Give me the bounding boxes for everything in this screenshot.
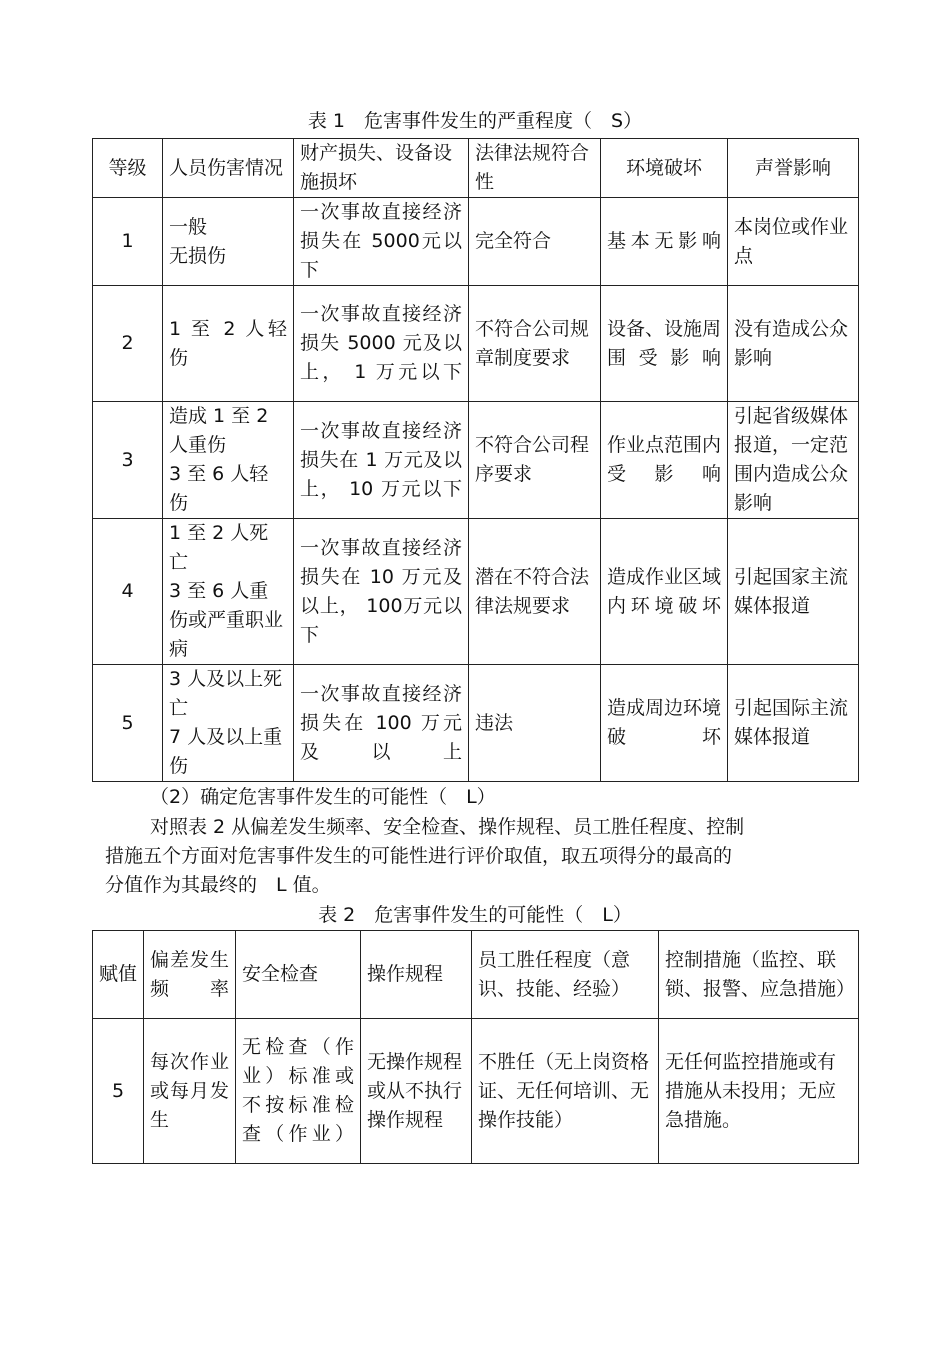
cell-reputation: 引起国家主流媒体报道 bbox=[728, 519, 859, 665]
header-reputation: 声誉影响 bbox=[728, 139, 859, 198]
cell-property-loss: 一次事故直接经济损失在 10 万元及以上， 100万元以下 bbox=[294, 519, 469, 665]
cell-operating-procedure: 无操作规程或从不执行操作规程 bbox=[361, 1019, 472, 1164]
cell-legal-compliance: 不符合公司程序要求 bbox=[469, 402, 601, 519]
cell-property-loss: 一次事故直接经济损失在 100 万元及以上 bbox=[294, 665, 469, 782]
header-injury: 人员伤害情况 bbox=[163, 139, 294, 198]
paragraph-line: 对照表 2 从偏差发生频率、安全检查、操作规程、员工胜任程度、控制 bbox=[150, 816, 745, 838]
cell-injury: 一般 无损伤 bbox=[163, 198, 294, 286]
header-level: 等级 bbox=[93, 139, 163, 198]
cell-level: 4 bbox=[93, 519, 163, 665]
cell-level: 5 bbox=[93, 665, 163, 782]
cell-reputation: 引起国际主流媒体报道 bbox=[728, 665, 859, 782]
header-staff-competence: 员工胜任程度（意识、技能、经验） bbox=[472, 931, 659, 1019]
table-header-row bbox=[93, 931, 859, 1019]
cell-legal-compliance: 违法 bbox=[469, 665, 601, 782]
cell-legal-compliance: 不符合公司规章制度要求 bbox=[469, 286, 601, 402]
header-deviation-frequency: 偏差发生频率 bbox=[144, 931, 236, 1019]
cell-environment: 造成周边环境破坏 bbox=[601, 665, 728, 782]
header-control-measures: 控制措施（监控、联锁、报警、应急措施） bbox=[659, 931, 859, 1019]
cell-legal-compliance: 完全符合 bbox=[469, 198, 601, 286]
table-row bbox=[93, 402, 859, 519]
header-environment: 环境破坏 bbox=[601, 139, 728, 198]
cell-injury: 1 至 2 人轻伤 bbox=[163, 286, 294, 402]
cell-level: 2 bbox=[93, 286, 163, 402]
header-score: 赋值 bbox=[93, 931, 144, 1019]
table-row bbox=[93, 286, 859, 402]
cell-injury: 3 人及以上死亡 7 人及以上重伤 bbox=[163, 665, 294, 782]
likelihood-table bbox=[92, 930, 859, 1164]
header-legal-compliance: 法律法规符合性 bbox=[469, 139, 601, 198]
cell-level: 1 bbox=[93, 198, 163, 286]
cell-environment: 造成作业区域内环境破坏 bbox=[601, 519, 728, 665]
cell-property-loss: 一次事故直接经济损失 5000 元及以上， 1 万元以下 bbox=[294, 286, 469, 402]
cell-reputation: 本岗位或作业点 bbox=[728, 198, 859, 286]
cell-staff-competence: 不胜任（无上岗资格证、无任何培训、无操作技能） bbox=[472, 1019, 659, 1164]
table-header-row bbox=[93, 139, 859, 198]
cell-environment: 基本无影响 bbox=[601, 198, 728, 286]
cell-injury: 造成 1 至 2人重伤 3 至 6 人轻伤 bbox=[163, 402, 294, 519]
table-row bbox=[93, 198, 859, 286]
paragraph-line: 措施五个方面对危害事件发生的可能性进行评价取值，取五项得分的最高的 bbox=[105, 845, 733, 867]
header-property-loss: 财产损失、设备设施损坏 bbox=[294, 139, 469, 198]
cell-injury: 1 至 2 人死亡 3 至 6 人重伤或严重职业病 bbox=[163, 519, 294, 665]
header-operating-procedure: 操作规程 bbox=[361, 931, 472, 1019]
cell-legal-compliance: 潜在不符合法律法规要求 bbox=[469, 519, 601, 665]
cell-property-loss: 一次事故直接经济损失在 1 万元及以上， 10 万元以下 bbox=[294, 402, 469, 519]
cell-property-loss: 一次事故直接经济损失在 5000元以下 bbox=[294, 198, 469, 286]
cell-safety-inspection: 无检查（作业）标准或不按标准检查（作业） bbox=[236, 1019, 361, 1164]
table-row bbox=[93, 519, 859, 665]
section-heading: （2）确定危害事件发生的可能性（ L） bbox=[150, 786, 496, 808]
cell-reputation: 没有造成公众影响 bbox=[728, 286, 859, 402]
cell-score: 5 bbox=[93, 1019, 144, 1164]
table1-caption: 表 1 危害事件发生的严重程度（ S） bbox=[307, 110, 643, 132]
header-safety-inspection: 安全检查 bbox=[236, 931, 361, 1019]
cell-environment: 设备、设施周围受影响 bbox=[601, 286, 728, 402]
table-row bbox=[93, 1019, 859, 1164]
table-row bbox=[93, 665, 859, 782]
cell-level: 3 bbox=[93, 402, 163, 519]
cell-control-measures: 无任何监控措施或有措施从未投用；无应急措施。 bbox=[659, 1019, 859, 1164]
cell-deviation-frequency: 每次作业或每月发生 bbox=[144, 1019, 236, 1164]
paragraph-line: 分值作为其最终的 L 值。 bbox=[105, 874, 331, 896]
cell-environment: 作业点范围内受影响 bbox=[601, 402, 728, 519]
cell-reputation: 引起省级媒体报道，一定范围内造成公众影响 bbox=[728, 402, 859, 519]
severity-table bbox=[92, 138, 859, 782]
table2-caption: 表 2 危害事件发生的可能性（ L） bbox=[318, 904, 632, 926]
